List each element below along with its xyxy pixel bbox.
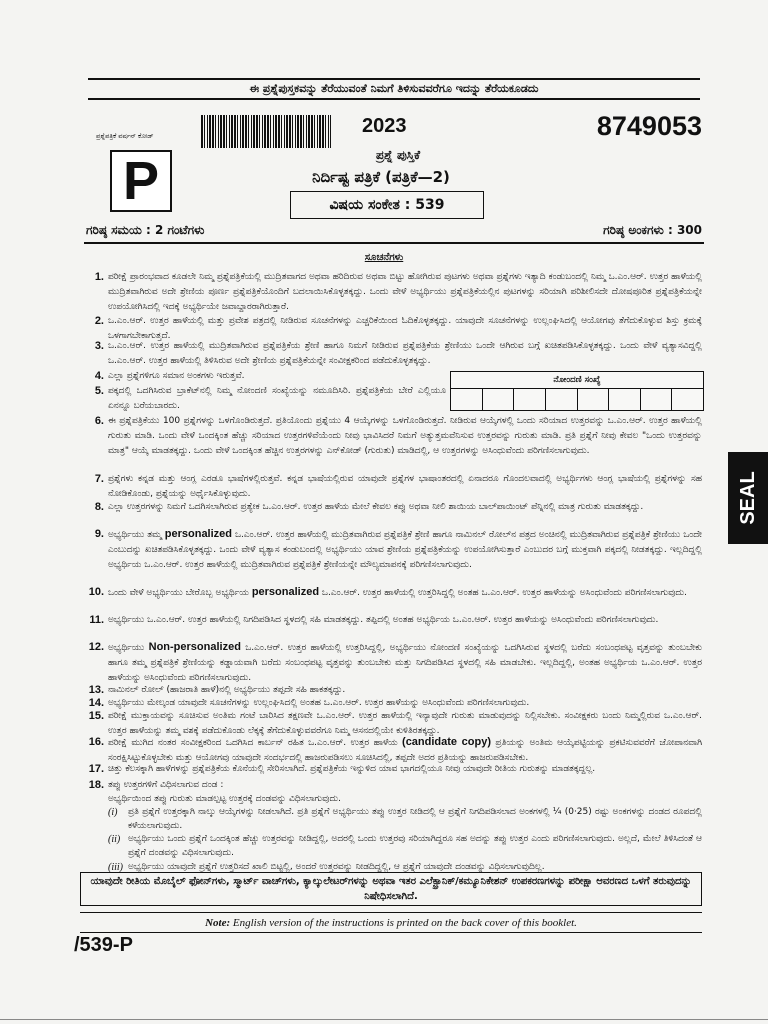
instruction-text: ಒಂದು ವೇಳೆ ಅಭ್ಯರ್ಥಿಯು ಬೇರೊಬ್ಬ ಅಭ್ಯರ್ಥಿಯ	[108, 588, 252, 598]
registration-cell	[671, 389, 703, 410]
instruction-text: ಒ.ಎಂ.ಆರ್. ಉತ್ತರ ಹಾಳೆಯಲ್ಲಿ ಮತ್ತು ಪ್ರವೇಶ ಪತ್ರದಲ್ಲಿ ನೀಡಿರುವ ಸೂಚನೆಗಳನ್ನು ಎಚ್ಚರಿಕೆಯಿಂದ ಓದಿಕೊಳ್ಳತಕ್ಕದ್ದು. ಯಾವುದೇ ಸೂಚನೆಗಳನ್ನು ಉಲ್ಲಂಘಿಸಿದಲ್ಲಿ ಆಯೋಗವು ತೆಗೆದುಕೊಳ್ಳುವ ಶಿಸ್ತು ಕ್ರಮಕ್ಕೆ ಒಳಗಾಗಬೇಕಾಗುತ್ತದೆ.	[108, 316, 702, 341]
instruction-item	[84, 472, 702, 502]
page-bottom-edge	[0, 1019, 768, 1020]
instruction-text: ಒ.ಎಂ.ಆರ್. ಉತ್ತರ ಹಾಳೆಯಲ್ಲಿ ಉತ್ತರಿಸಿದ್ದಲ್ಲಿ, ಅಭ್ಯರ್ಥಿಯು ನೋಂದಣಿ ಸಂಖ್ಯೆಯನ್ನು ಒದಗಿಸಿರುವ ಸ್ಥಳದಲ್ಲಿ ಬರೆದು ಸಂಬಂಧಪಟ್ಟ ವೃತ್ತವನ್ನು ತುಂಬಬೇಕು ಹಾಗೂ ತಮ್ಮ ಪ್ರಶ್ನೆಪತ್ರಿಕೆ ಶ್ರೇಣಿಯನ್ನು ಕಡ್ಡಾಯವಾಗಿ ಬರೆದು ಸಂಬಂಧಪಟ್ಟ ವೃತ್ತವನ್ನು ತುಂಬಬೇಕು ಮತ್ತು ನಿಗದಿಪಡಿಸಿದ ಸ್ಥಳದಲ್ಲಿ ಸಹಿ ಮಾಡಬೇಕು. ಇಲ್ಲದಿದ್ದಲ್ಲಿ, ಅಂತಹ ಅಭ್ಯರ್ಥಿಯ ಒ.ಎಂ.ಆರ್. ಉತ್ತರ ಹಾಳೆಯನ್ನು ಅಸಿಂಧುವೆಂದು ಪರಿಗಣಿಸಲಾಗುವುದು.	[108, 643, 702, 683]
instruction-number: 9.	[94, 528, 104, 540]
do-not-open-notice: ಈ ಪ್ರಶ್ನೆಪುಸ್ತಕವನ್ನು ತೆರೆಯುವಂತೆ ನಿಮಗೆ ತಿಳಿಸುವವರೆಗೂ ಇದನ್ನು ತೆರೆಯಕೂಡದು	[249, 82, 539, 95]
english-version-note	[80, 914, 702, 932]
instruction-text: ಒ.ಎಂ.ಆರ್. ಉತ್ತರ ಹಾಳೆಯಲ್ಲಿ ಮುದ್ರಿತವಾಗಿರುವ ಪ್ರಶ್ನೆಪತ್ರಿಕೆ ಶ್ರೇಣಿ ಹಾಗೂ ನಾಮಿನಲ್ ರೋಲ್‌ನ ಪತ್ರದ ಅಂಚಿನಲ್ಲಿ ಮುದ್ರಿತವಾಗಿರುವ ಪ್ರಶ್ನೆಪತ್ರಿಕೆ ಶ್ರೇಣಿಯು ಒಂದೇ ಎಂಬುದನ್ನು ಖಚಿತಪಡಿಸಿಕೊಳ್ಳತಕ್ಕದ್ದು. ಒಂದು ವೇಳೆ ವ್ಯತ್ಯಾಸ ಕಂಡುಬಂದಲ್ಲಿ ಅಭ್ಯರ್ಥಿಯು ಯಾವ ಶ್ರೇಣಿಯ ಪ್ರಶ್ನೆಪತ್ರಿಕೆಯನ್ನು ಉಪಯೋಗಿಸುತ್ತಾರೆ ಎಂಬುದರ ಬಗ್ಗೆ ಮುಕ್ತವಾಗಿ ಪಕ್ಕದಲ್ಲಿ ನೀಡತಕ್ಕದ್ದು. ಇಲ್ಲದಿದ್ದಲ್ಲಿ ಅಭ್ಯರ್ಥಿಯ ಒ.ಎಂ.ಆರ್. ಉತ್ತರ ಹಾಳೆಯಲ್ಲಿ ಮುದ್ರಿತವಾಗಿರುವ ಪ್ರಶ್ನೆಪತ್ರಿಕೆ ಶ್ರೇಣಿಯನ್ನೇ ಮೌಲ್ಯಮಾಪನಕ್ಕೆ ಪರಿಗಣಿಸಲಾಗುವುದು.	[108, 530, 702, 570]
registration-number-box	[450, 371, 704, 411]
instruction-item	[84, 762, 702, 777]
max-marks: ಗರಿಷ್ಠ ಅಂಕಗಳು : 300	[603, 223, 702, 237]
registration-cell	[482, 389, 514, 410]
penalty-rule-label: (iii)	[108, 861, 123, 872]
instruction-number: 13.	[88, 684, 104, 696]
instruction-number: 2.	[94, 315, 104, 327]
penalty-rule-text: ಅಭ್ಯರ್ಥಿಯು ಯಾವುದೇ ಪ್ರಶ್ನೆಗೆ ಉತ್ತರಿಸದೆ ಖಾಲಿ ಬಿಟ್ಟಲ್ಲಿ, ಅಂದರೆ ಉತ್ತರವನ್ನು ನೀಡದಿದ್ದಲ್ಲಿ, ಆ ಪ್ರಶ್ನೆಗೆ ಯಾವುದೇ ದಂಡವನ್ನು ವಿಧಿಸಲಾಗುವುದಿಲ್ಲ.	[128, 861, 545, 872]
instructions-heading: ಸೂಚನೆಗಳು	[364, 252, 404, 263]
instruction-number: 12.	[88, 641, 104, 653]
registration-number-label: ನೋಂದಣಿ ಸಂಖ್ಯೆ	[451, 372, 703, 389]
prohibited-devices-notice: ಯಾವುದೇ ರೀತಿಯ ಮೊಬೈಲ್ ಫೋನ್‌ಗಳು, ಸ್ಮಾರ್ಟ್ ವಾಚ್‌ಗಳು, ಕ್ಯಾಲ್ಕುಲೇಟರ್‌ಗಳನ್ನು ಅಥವಾ ಇತರ ಎಲೆಕ್ಟ್ರಾನಿಕ್/ಕಮ್ಯೂನಿಕೇಶನ್ ಉಪಕರಣಗಳನ್ನು ಪರೀಕ್ಷಾ ಆವರಣದ ಒಳಗೆ ತರುವುದನ್ನು ನಿಷೇಧಿಸಲಾಗಿದೆ.	[80, 872, 702, 906]
penalty-rule-text: ಅಭ್ಯರ್ಥಿಯು ಒಂದು ಪ್ರಶ್ನೆಗೆ ಒಂದಕ್ಕಿಂತ ಹೆಚ್ಚು ಉತ್ತರವನ್ನು ನೀಡಿದ್ದಲ್ಲಿ, ಅದರಲ್ಲಿ ಒಂದು ಉತ್ತರವು ಸರಿಯಾಗಿದ್ದರೂ ಸಹ ಅದನ್ನು ತಪ್ಪು ಉತ್ತರ ಎಂದು ಪರಿಗಣಿಸಲಾಗುವುದು. ಅಲ್ಲದೆ, ಮೇಲೆ ತಿಳಿಸಿದಂತೆ ಆ ಪ್ರಶ್ನೆಗೆ ದಂಡವನ್ನು ವಿಧಿಸಲಾಗುವುದು.	[128, 834, 702, 858]
instruction-number: 6.	[94, 415, 104, 427]
penalty-rule	[108, 806, 702, 833]
instruction-number: 16.	[88, 736, 104, 748]
instruction-number: 4.	[94, 370, 104, 382]
instruction-number: 10.	[88, 586, 104, 598]
seal-tab	[728, 452, 768, 544]
instruction-item-penalty	[84, 779, 702, 872]
instruction-item	[84, 339, 702, 369]
instruction-item	[84, 585, 702, 615]
penalty-rule-label: (ii)	[108, 834, 121, 846]
penalty-lead: ಅಭ್ಯರ್ಥಿಯಿಂದ ತಪ್ಪು ಗುರುತು ಮಾಡಲ್ಪಟ್ಟ ಉತ್ತರಕ್ಕೆ ದಂಡವನ್ನು ವಿಧಿಸಲಾಗುವುದು.	[108, 793, 342, 804]
instruction-item	[84, 500, 702, 530]
booklet-number: 8749053	[596, 111, 702, 141]
instruction-number: 14.	[88, 697, 104, 709]
footer-booklet-code: /539-P	[74, 934, 133, 956]
instruction-item	[84, 527, 702, 587]
instruction-text: ಎಲ್ಲಾ ಪ್ರಶ್ನೆಗಳಿಗೂ ಸಮಾನ ಅಂಕಗಳು ಇರುತ್ತವೆ.	[108, 371, 245, 381]
instruction-item	[84, 735, 702, 765]
penalty-rule-label: (i)	[108, 807, 118, 819]
instruction-item	[84, 270, 702, 315]
note-text: English version of the instructions is printed on the back cover of this booklet.	[230, 917, 577, 929]
instruction-text: ಅಭ್ಯರ್ಥಿಯು ತಮ್ಮ	[108, 530, 165, 540]
instruction-item	[84, 613, 702, 643]
instruction-emphasis: personalized	[251, 586, 320, 598]
instruction-text: ಪಕ್ಕದಲ್ಲಿ ಒದಗಿಸಿರುವ ಬ್ರಾಕೆಟ್‌ನಲ್ಲಿ ನಿಮ್ಮ ನೋಂದಣಿ ಸಂಖ್ಯೆಯನ್ನು ನಮೂದಿಸಿರಿ. ಪ್ರಶ್ನೆಪತ್ರಿಕೆಯ ಬೇರೆ ಎಲ್ಲಿಯೂ ಏನನ್ನೂ ಬರೆಯಬಾರದು.	[108, 386, 446, 411]
registration-cell	[545, 389, 577, 410]
instruction-text: ಅಭ್ಯರ್ಥಿಯು ಮೇಲ್ಕಂಡ ಯಾವುದೇ ಸೂಚನೆಗಳನ್ನು ಉಲ್ಲಂಘಿಸಿದಲ್ಲಿ ಅಂತಹ ಒ.ಎಂ.ಆರ್. ಉತ್ತರ ಹಾಳೆಯನ್ನು ಅಸಿಂಧುವೆಂದು ಪರಿಗಣಿಸಲಾಗುವುದು.	[108, 698, 530, 708]
instruction-text: ನಾಮಿನಲ್ ರೋಲ್ (ಹಾಜರಾತಿ ಹಾಳೆ)ನಲ್ಲಿ ಅಭ್ಯರ್ಥಿಯು ತಪ್ಪದೇ ಸಹಿ ಹಾಕತಕ್ಕದ್ದು.	[108, 685, 346, 695]
registration-cell	[451, 389, 482, 410]
instruction-item	[84, 384, 446, 414]
penalty-rule	[108, 861, 702, 872]
instruction-number: 3.	[94, 340, 104, 352]
registration-cell	[608, 389, 640, 410]
subject-code-box: ವಿಷಯ ಸಂಕೇತ : 539	[290, 191, 484, 219]
instruction-item	[84, 369, 446, 384]
instruction-item	[84, 640, 702, 685]
note-label: Note:	[205, 917, 231, 929]
instruction-text: ಈ ಪ್ರಶ್ನೆಪತ್ರಿಕೆಯು 100 ಪ್ರಶ್ನೆಗಳನ್ನು ಒಳಗೊಂಡಿರುತ್ತದೆ. ಪ್ರತಿಯೊಂದು ಪ್ರಶ್ನೆಯು 4 ಆಯ್ಕೆಗಳನ್ನು ಒಳಗೊಂಡಿರುತ್ತದೆ. ನೀಡಿರುವ ಆಯ್ಕೆಗಳಲ್ಲಿ ಒಂದು ಸರಿಯಾದ ಉತ್ತರವನ್ನು ಒ.ಎಂ.ಆರ್. ಉತ್ತರ ಹಾಳೆಯಲ್ಲಿ ಗುರುತು ಮಾಡಿ. ಒಂದು ವೇಳೆ ಒಂದಕ್ಕಿಂತ ಹೆಚ್ಚು ಸರಿಯಾದ ಉತ್ತರಗಳಿವೆಯೆಂದು ನೀವು ಭಾವಿಸಿದರೆ ನಿಮಗೆ ಅತ್ಯುತ್ತಮವೆನಿಸುವ ಉತ್ತರವನ್ನು ಗುರುತು ಮಾಡಿ. ಪ್ರತಿ ಪ್ರಶ್ನೆಗೆ ನೀವು ಕೇವಲ "ಒಂದು ಉತ್ತರವನ್ನು ಮಾತ್ರ" ಆಯ್ಕೆ ಮಾಡತಕ್ಕದ್ದು. ಒಂದು ವೇಳೆ ಒಂದಕ್ಕಿಂತ ಹೆಚ್ಚಿನ ಉತ್ತರಗಳನ್ನು ಎನ್‌ಕೋಡ್ (ಗುರುತು) ಮಾಡಿದಲ್ಲಿ, ಆ ಉತ್ತರಗಳನ್ನು ಅಸಿಂಧುವೆಂದು ಪರಿಗಣಿಸಲಾಗುವುದು.	[108, 416, 702, 456]
penalty-rule-text: ಪ್ರತಿ ಪ್ರಶ್ನೆಗೆ ಉತ್ತರಕ್ಕಾಗಿ ನಾಲ್ಕು ಆಯ್ಕೆಗಳನ್ನು ನೀಡಲಾಗಿದೆ. ಪ್ರತಿ ಪ್ರಶ್ನೆಗೆ ಅಭ್ಯರ್ಥಿಯು ತಪ್ಪು ಉತ್ತರ ನೀಡಿದಲ್ಲಿ ಆ ಪ್ರಶ್ನೆಗೆ ನಿಗದಿಪಡಿಸಲಾದ ಅಂಕಗಳಲ್ಲಿ ¼ (0·25) ರಷ್ಟು ಅಂಕಗಳನ್ನು ದಂಡದ ರೂಪದಲ್ಲಿ ಕಳೆಯಲಾಗುವುದು.	[128, 807, 702, 831]
instruction-number: 18.	[88, 779, 104, 791]
penalty-rule	[108, 833, 702, 860]
paper-title: ನಿರ್ದಿಷ್ಟ ಪತ್ರಿಕೆ (ಪತ್ರಿಕೆ—2)	[312, 168, 450, 186]
instruction-emphasis: (candidate copy)	[402, 736, 491, 748]
instruction-emphasis: personalized	[164, 528, 233, 540]
instruction-text: ಚಿತ್ತು ಕೆಲಸಕ್ಕಾಗಿ ಹಾಳೆಗಳನ್ನು ಪ್ರಶ್ನೆಪತ್ರಿಕೆಯ ಕೊನೆಯಲ್ಲಿ ಸೇರಿಸಲಾಗಿದೆ. ಪ್ರಶ್ನೆಪತ್ರಿಕೆಯ ಇನ್ನುಳಿದ ಯಾವ ಭಾಗದಲ್ಲಿಯೂ ನೀವು ಯಾವುದೇ ರೀತಿಯ ಗುರುತನ್ನು ಮಾಡತಕ್ಕದ್ದಲ್ಲ.	[108, 764, 596, 774]
instruction-number: 8.	[94, 501, 104, 513]
registration-cell	[513, 389, 545, 410]
version-code-label: ಪ್ರಶ್ನೆಪತ್ರಿಕೆ ವರ್ಷನ್ ಕೋಡ್	[96, 132, 154, 140]
instruction-text: ಅಭ್ಯರ್ಥಿಯು	[108, 643, 149, 653]
instruction-text: ಪರೀಕ್ಷೆ ಪ್ರಾರಂಭವಾದ ಕೂಡಲೇ ನಿಮ್ಮ ಪ್ರಶ್ನೆಪತ್ರಿಕೆಯಲ್ಲಿ ಮುದ್ರಿತವಾಗದ ಅಥವಾ ಹರಿದಿರುವ ಅಥವಾ ಬಿಟ್ಟು ಹೋಗಿರುವ ಪುಟಗಳು ಅಥವಾ ಪ್ರಶ್ನೆಗಳು ಇತ್ಯಾದಿ ಕಂಡುಬಂದಲ್ಲಿ ನಿಮ್ಮ ಒ.ಎಂ.ಆರ್. ಉತ್ತರ ಹಾಳೆಯಲ್ಲಿ ಮುದ್ರಿತವಾಗಿರುವ ಅದೇ ಶ್ರೇಣಿಯ ಪೂರ್ಣ ಪ್ರಶ್ನೆಪತ್ರಿಕೆಯೊಂದಿಗೆ ಬದಲಾಯಿಸಿಕೊಳ್ಳತಕ್ಕದ್ದು. ಒಂದು ವೇಳೆ ಅಭ್ಯರ್ಥಿಯು ಪ್ರಶ್ನೆಪತ್ರಿಕೆಯಲ್ಲಿನ ಪುಟಗಳನ್ನು ಸರಿಯಾಗಿ ಪರಿಶೀಲಿಸದೇ ದೋಷಪೂರಿತ ಪ್ರಶ್ನೆಪತ್ರಿಕೆಯನ್ನೇ ಉಪಯೋಗಿಸಿದಲ್ಲಿ ಇದಕ್ಕೆ ಅಭ್ಯರ್ಥಿಯೇ ಜವಾಬ್ದಾರರಾಗಿರುತ್ತಾರೆ.	[108, 272, 702, 312]
instruction-text: ಒ.ಎಂ.ಆರ್. ಉತ್ತರ ಹಾಳೆಯಲ್ಲಿ ಮುದ್ರಿತವಾಗಿರುವ ಪ್ರಶ್ನೆಪತ್ರಿಕೆಯ ಶ್ರೇಣಿ ಹಾಗೂ ನಿಮಗೆ ನೀಡಿರುವ ಪ್ರಶ್ನೆಪತ್ರಿಕೆಯ ಶ್ರೇಣಿಯು ಒಂದೇ ಆಗಿರುವ ಬಗ್ಗೆ ಖಚಿತಪಡಿಸಿಕೊಳ್ಳತಕ್ಕದ್ದು. ಒಂದು ವೇಳೆ ವ್ಯತ್ಯಾಸವಿದ್ದಲ್ಲಿ ಒ.ಎಂ.ಆರ್. ಉತ್ತರ ಹಾಳೆಯಲ್ಲಿ ತಿಳಿಸಿರುವ ಅದೇ ಶ್ರೇಣಿಯ ಪ್ರಶ್ನೆಪತ್ರಿಕೆಯನ್ನೇ ಸಂವೀಕ್ಷಕರಿಂದ ಪಡೆದುಕೊಳ್ಳತಕ್ಕದ್ದು.	[108, 341, 702, 366]
registration-number-cells	[451, 389, 703, 410]
instruction-text: ಪ್ರಶ್ನೆಗಳು ಕನ್ನಡ ಮತ್ತು ಆಂಗ್ಲ ಎರಡೂ ಭಾಷೆಗಳಲ್ಲಿರುತ್ತವೆ. ಕನ್ನಡ ಭಾಷೆಯಲ್ಲಿರುವ ಯಾವುದೇ ಪ್ರಶ್ನೆಗಳ ಭಾಷಾಂತರದಲ್ಲಿ ಏನಾದರೂ ಗೊಂದಲವಾದಲ್ಲಿ ಅಭ್ಯರ್ಥಿಗಳು ಆಂಗ್ಲ ಭಾಷೆಯಲ್ಲಿ ಪ್ರಶ್ನೆಗಳನ್ನು ಸಹ ನೋಡಿಕೊಂಡು, ಪ್ರಶ್ನೆಯನ್ನು ಅರ್ಥೈಸಿಕೊಳ್ಳುವುದು.	[108, 474, 702, 499]
section-rule	[84, 242, 704, 244]
registration-cell	[577, 389, 609, 410]
instruction-number: 17.	[88, 763, 104, 775]
instruction-number: 5.	[94, 385, 104, 397]
exam-year: 2023	[362, 115, 407, 137]
instruction-text: ಎಲ್ಲಾ ಉತ್ತರಗಳನ್ನು ನಿಮಗೆ ಒದಗಿಸಲಾಗಿರುವ ಪ್ರತ್ಯೇಕ ಒ.ಎಂ.ಆರ್. ಉತ್ತರ ಹಾಳೆಯ ಮೇಲೆ ಕೇವಲ ಕಪ್ಪು ಅಥವಾ ನೀಲಿ ಶಾಯಿಯ ಬಾಲ್‌ಪಾಯಿಂಟ್ ಪೆನ್ನಿನಲ್ಲಿ ಮಾತ್ರ ಗುರುತು ಮಾಡತಕ್ಕದ್ದು.	[108, 502, 644, 512]
instruction-item	[84, 414, 702, 474]
version-code-box: P	[110, 150, 172, 212]
booklet-label: ಪ್ರಶ್ನೆ ಪುಸ್ತಿಕೆ	[375, 148, 421, 162]
barcode	[201, 115, 331, 148]
instruction-emphasis: Non-personalized	[148, 641, 241, 653]
instruction-number: 1.	[94, 271, 104, 283]
instruction-text: ಪ್ರತಿಯನ್ನು ಅಂತಿಮ ಆಯ್ಕೆಪಟ್ಟಿಯನ್ನು ಪ್ರಕಟಿಸುವವರೆಗೆ ಜೋಪಾನವಾಗಿ ಸಂರಕ್ಷಿಸಿಟ್ಟುಕೊಳ್ಳಬೇಕು ಮತ್ತು ಆಯೋಗವು ಯಾವುದೇ ಸಂದರ್ಭದಲ್ಲಿ ಹಾಜರುಪಡಿಸಲು ಸೂಚಿಸಿದಲ್ಲಿ, ತಪ್ಪದೇ ಅದರ ಪ್ರತಿಯನ್ನು ಹಾಜರುಪಡಿಸಬೇಕು.	[108, 738, 702, 763]
registration-cell	[640, 389, 672, 410]
instruction-text: ಒ.ಎಂ.ಆರ್. ಉತ್ತರ ಹಾಳೆಯಲ್ಲಿ ಉತ್ತರಿಸಿದ್ದಲ್ಲಿ ಅಂತಹ ಒ.ಎಂ.ಆರ್. ಉತ್ತರ ಹಾಳೆಯನ್ನು ಅಸಿಂಧುವೆಂದು ಪರಿಗಣಿಸಲಾಗುವುದು.	[319, 588, 687, 598]
instruction-number: 11.	[89, 614, 104, 626]
instruction-text: ಪರೀಕ್ಷೆ ಮುಗಿದ ನಂತರ ಸಂವೀಕ್ಷಕರಿಂದ ಒದಗಿಸಿದ ಕಾರ್ಬನ್ ರಹಿತ ಒ.ಎಂ.ಆರ್. ಉತ್ತರ ಹಾಳೆಯ	[108, 738, 403, 748]
instruction-text: ಅಭ್ಯರ್ಥಿಯು ಒ.ಎಂ.ಆರ್. ಉತ್ತರ ಹಾಳೆಯಲ್ಲಿ ನಿಗದಿಪಡಿಸಿದ ಸ್ಥಳದಲ್ಲಿ ಸಹಿ ಮಾಡತಕ್ಕದ್ದು. ತಪ್ಪಿದಲ್ಲಿ ಅಂತಹ ಅಭ್ಯರ್ಥಿಯ ಒ.ಎಂ.ಆರ್. ಉತ್ತರ ಹಾಳೆಯನ್ನು ಅಸಿಂಧುವೆಂದು ಪರಿಗಣಿಸಲಾಗುವುದು.	[108, 615, 659, 625]
note-rule-top	[80, 912, 702, 913]
instruction-text: ಪರೀಕ್ಷೆ ಮುಕ್ತಾಯವನ್ನು ಸೂಚಿಸುವ ಅಂತಿಮ ಗಂಟೆ ಬಾರಿಸಿದ ತಕ್ಷಣವೇ ಒ.ಎಂ.ಆರ್. ಉತ್ತರ ಹಾಳೆಯಲ್ಲಿ ಇನ್ಯಾವುದೇ ಗುರುತು ಮಾಡುವುದನ್ನು ನಿಲ್ಲಿಸಬೇಕು. ಸಂವೀಕ್ಷಕರು ಬಂದು ನಿಮ್ಮಲ್ಲಿರುವ ಒ.ಎಂ.ಆರ್. ಉತ್ತರ ಹಾಳೆಯನ್ನು ತಮ್ಮ ವಶಕ್ಕೆ ಪಡೆದುಕೊಂಡು ಲೆಕ್ಕಕ್ಕೆ ತೆಗೆದುಕೊಳ್ಳುವವರೆಗೂ ನಿಮ್ಮ ಆಸನದಲ್ಲಿಯೇ ಕುಳಿತಿರತಕ್ಕದ್ದು.	[108, 711, 702, 736]
penalty-heading: ತಪ್ಪು ಉತ್ತರಗಳಿಗೆ ವಿಧಿಸಲಾಗುವ ದಂಡ :	[108, 780, 224, 790]
max-time: ಗರಿಷ್ಠ ಸಮಯ : 2 ಗಂಟೆಗಳು	[86, 223, 205, 237]
seal-label: SEAL	[737, 471, 759, 525]
instruction-number: 7.	[94, 473, 104, 485]
instruction-number: 15.	[88, 710, 104, 722]
header-rule	[88, 98, 700, 100]
